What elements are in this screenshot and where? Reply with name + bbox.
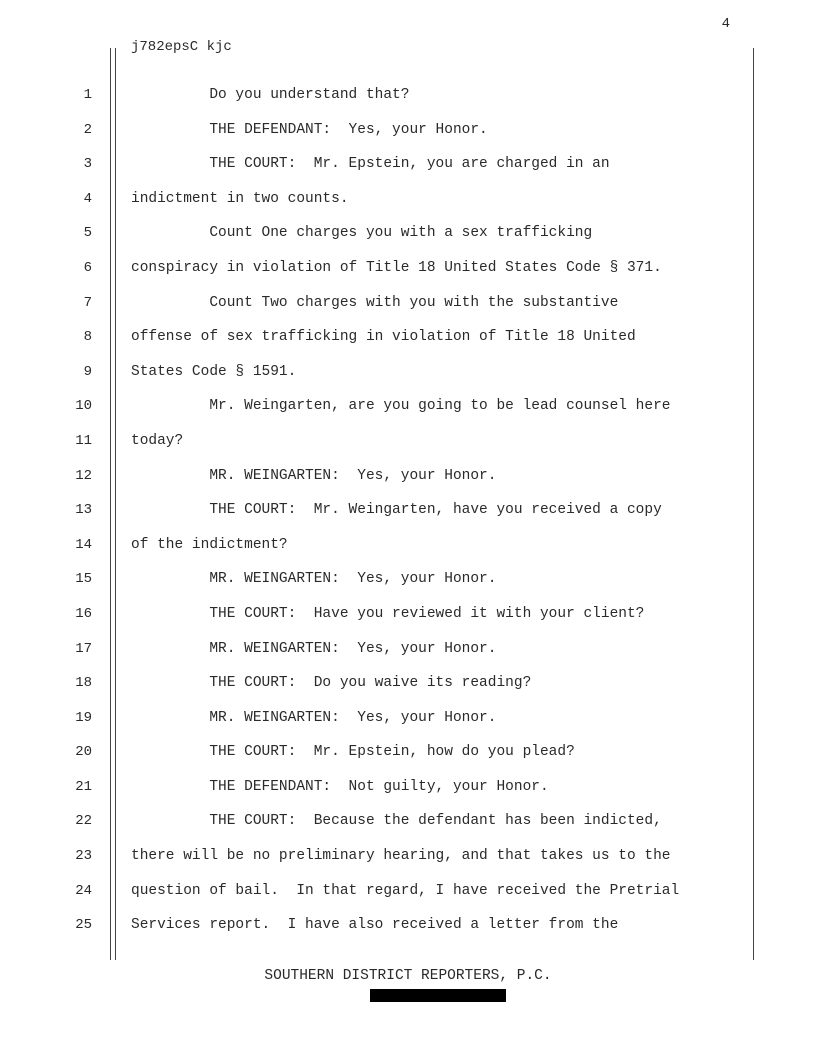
document-header-id: j782epsC kjc [131, 39, 232, 55]
line-number: 15 [75, 571, 92, 588]
line-number: 16 [75, 605, 92, 622]
line-number: 6 [83, 259, 92, 276]
transcript-line: THE COURT: Do you waive its reading? [131, 675, 532, 692]
transcript-line: Services report. I have also received a letter from the [131, 917, 619, 934]
transcript-line: THE DEFENDANT: Not guilty, your Honor. [131, 778, 549, 795]
line-number: 25 [75, 917, 92, 934]
transcript-line: indictment in two counts. [131, 190, 349, 207]
line-number: 21 [75, 778, 92, 795]
page-number: 4 [721, 16, 730, 32]
transcript-line: MR. WEINGARTEN: Yes, your Honor. [131, 709, 497, 726]
line-number: 24 [75, 882, 92, 899]
transcript-line: THE COURT: Mr. Epstein, how do you plead? [131, 744, 575, 761]
line-number: 19 [75, 709, 92, 726]
line-number: 10 [75, 398, 92, 415]
transcript-line: offense of sex trafficking in violation of Title 18 United [131, 329, 636, 346]
line-number: 13 [75, 502, 92, 519]
transcript-line: Mr. Weingarten, are you going to be lead counsel here [131, 398, 671, 415]
line-number: 1 [83, 87, 92, 103]
line-number: 20 [75, 744, 92, 761]
transcript-line: Count Two charges with you with the substantive [131, 294, 619, 311]
line-number: 11 [75, 432, 92, 449]
transcript-line: THE COURT: Have you reviewed it with your client? [131, 605, 645, 622]
transcript-line: THE COURT: Because the defendant has been indicted, [131, 813, 662, 830]
transcript-line: today? [131, 432, 184, 449]
transcript-line: MR. WEINGARTEN: Yes, your Honor. [131, 467, 497, 484]
transcript-line: THE COURT: Mr. Epstein, you are charged in an [131, 156, 610, 173]
line-number: 12 [75, 467, 92, 484]
line-number: 8 [83, 329, 92, 346]
transcript-line: THE DEFENDANT: Yes, your Honor. [131, 121, 488, 138]
line-number: 4 [83, 190, 92, 207]
transcript-line: conspiracy in violation of Title 18 United States Code § 371. [131, 259, 662, 276]
line-number-column [60, 86, 92, 951]
court-reporter-footer: SOUTHERN DISTRICT REPORTERS, P.C. [264, 968, 552, 984]
redaction-bar [370, 989, 506, 1002]
left-margin-rule-outer [110, 48, 111, 960]
line-number: 23 [75, 848, 92, 865]
transcript-line: MR. WEINGARTEN: Yes, your Honor. [131, 640, 497, 657]
transcript-line: of the indictment? [131, 536, 288, 553]
line-number: 18 [75, 675, 92, 692]
line-number: 17 [75, 640, 92, 657]
transcript-line: Do you understand that? [131, 87, 410, 103]
line-number: 7 [83, 294, 92, 311]
line-number: 5 [83, 225, 92, 242]
transcript-body [131, 86, 751, 951]
line-number: 3 [83, 156, 92, 173]
right-margin-rule [753, 48, 754, 960]
left-margin-rule-inner [115, 48, 116, 960]
transcript-line: MR. WEINGARTEN: Yes, your Honor. [131, 571, 497, 588]
line-number: 2 [83, 121, 92, 138]
transcript-line: question of bail. In that regard, I have received the Pretrial [131, 882, 680, 899]
transcript-line: there will be no preliminary hearing, and that takes us to the [131, 848, 671, 865]
transcript-line: States Code § 1591. [131, 363, 297, 380]
line-number: 9 [83, 363, 92, 380]
line-number: 22 [75, 813, 92, 830]
line-number: 14 [75, 536, 92, 553]
transcript-line: Count One charges you with a sex trafficking [131, 225, 593, 242]
transcript-line: THE COURT: Mr. Weingarten, have you received a copy [131, 502, 662, 519]
